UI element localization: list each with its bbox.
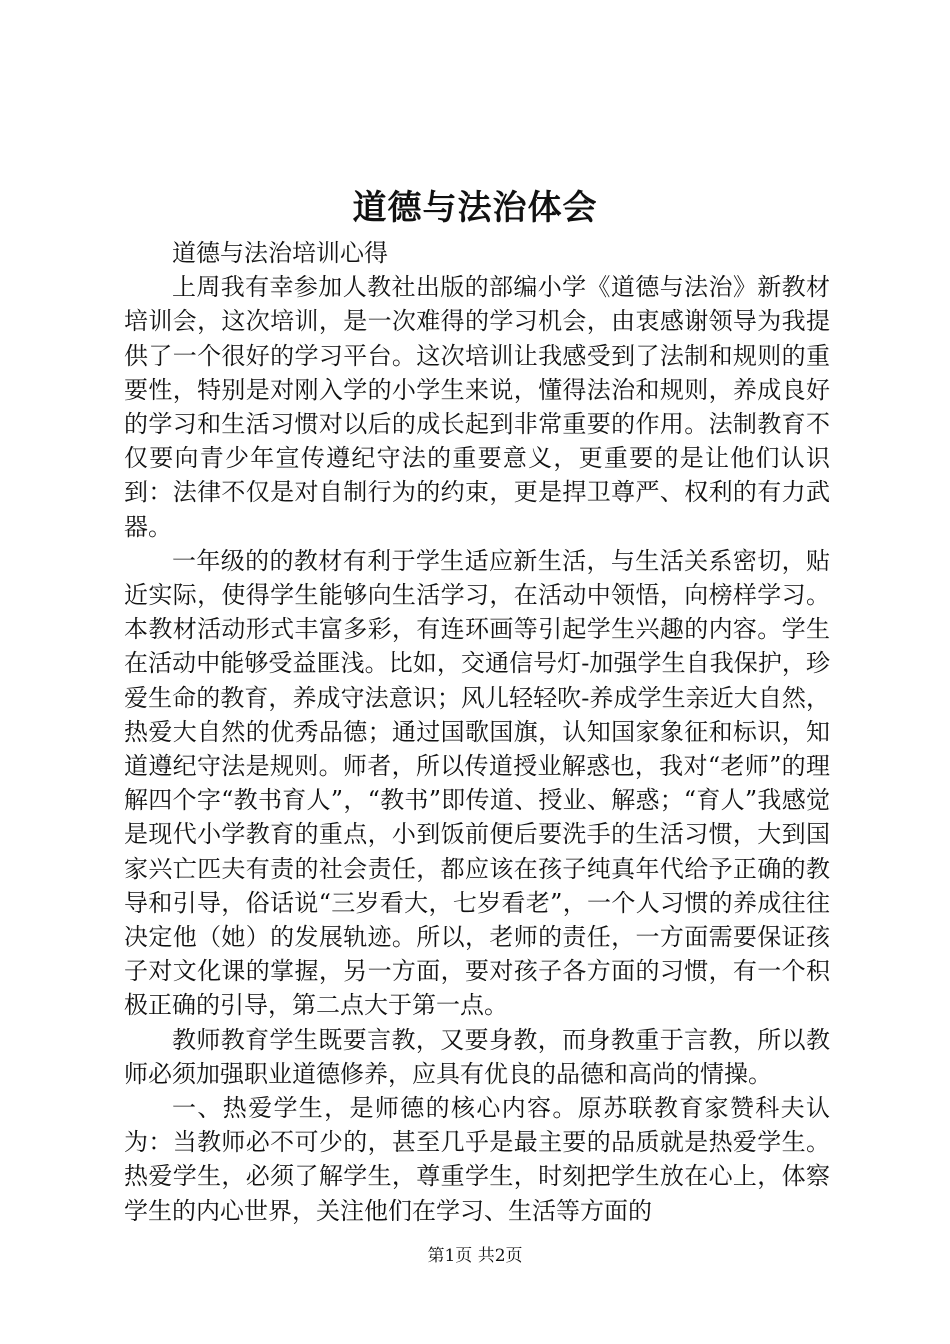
document-title: 道德与法治体会 [352, 188, 598, 228]
paragraph-subtitle: 道德与法治培训心得 [172, 239, 388, 267]
page-footer: 第1页 共2页 [427, 1246, 523, 1266]
paragraph: 一、热爱学生，是师德的核心内容。原苏联教育家赞科夫认为：当教师必不可少的，甚至几乎是最主要的品质就是热爱学生。热爱学生，必须了解学生，尊重学生，时刻把学生放在心上，体察学生的内心世界，关注他们在学习、生活等方面的 [124, 1094, 830, 1225]
paragraph: 教师教育学生既要言教，又要身教，而身教重于言教，所以教师必须加强职业道德修养，应具有优良的品德和高尚的情操。 [124, 1025, 830, 1088]
paragraph: 上周我有幸参加人教社出版的部编小学《道德与法治》新教材培训会，这次培训，是一次难得的学习机会，由衷感谢领导为我提供了一个很好的学习平台。这次培训让我感受到了法制和规则的重要性，特别是对刚入学的小学生来说，懂得法治和规则，养成良好的学习和生活习惯对以后的成长起到非常重要的作用。法制教育不仅要向青少年宣传遵纪守法的重要意义，更重要的是让他们认识到：法律不仅是对自制行为的约束，更是捍卫尊严、权利的有力武器。 [124, 273, 830, 541]
paragraph: 一年级的的教材有利于学生适应新生活，与生活关系密切，贴近实际，使得学生能够向生活学习，在活动中领悟，向榜样学习。本教材活动形式丰富多彩，有连环画等引起学生兴趣的内容。学生在活动中能够受益匪浅。比如，交通信号灯-加强学生自我保护，珍爱生命的教育，养成守法意识；风儿轻轻吹-养成学生亲近大自然，热爱大自然的优秀品德；通过国歌国旗，认知国家象征和标识，知道遵纪守法是规则。师者，所以传道授业解惑也，我对“老师”的理解四个字“教书育人”，“教书”即传道、授业、解惑；“育人”我感觉是现代小学教育的重点，小到饭前便后要洗手的生活习惯，大到国家兴亡匹夫有责的社会责任，都应该在孩子纯真年代给予正确的教导和引导，俗话说“三岁看大，七岁看老”，一个人习惯的养成往往决定他（她）的发展轨迹。所以，老师的责任，一方面需要保证孩子对文化课的掌握，另一方面，要对孩子各方面的习惯，有一个积极正确的引导，第二点大于第一点。 [124, 546, 830, 1020]
document-body [124, 236, 830, 1228]
